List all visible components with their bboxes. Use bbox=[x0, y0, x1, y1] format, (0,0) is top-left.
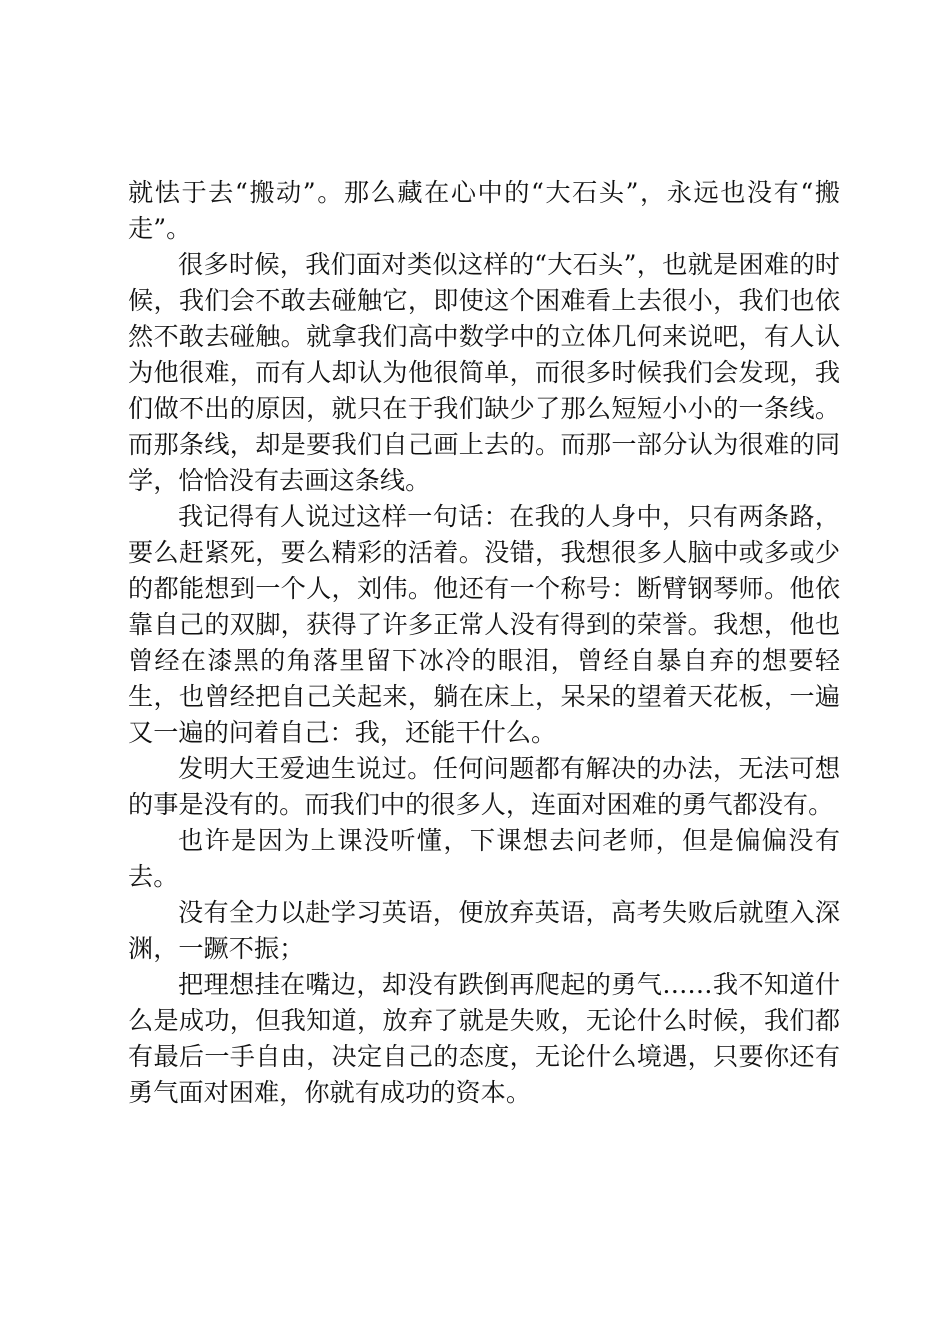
paragraph: 也许是因为上课没听懂，下课想去问老师，但是偏偏没有去。 bbox=[128, 826, 840, 891]
paragraph: 没有全力以赴学习英语，便放弃英语，高考失败后就堕入深渊，一蹶不振； bbox=[128, 898, 840, 963]
paragraph: 我记得有人说过这样一句话：在我的人身中，只有两条路，要么赶紧死，要么精彩的活着。没错，我想很多人脑中或多或少的都能想到一个人，刘伟。他还有一个称号：断臂钢琴师。他依靠自己的双脚，获得了许多正常人没有得到的荣誉。我想，他也曾经在漆黑的角落里留下冰冷的眼泪，曾经自暴自弃的想要轻生，也曾经把自己关起来，躺在床上，呆呆的望着天花板，一遍又一遍的问着自己：我，还能干什么。 bbox=[128, 502, 840, 747]
paragraph-continuation: 就怯于去“搬动”。那么藏在心中的“大石头”，永远也没有“搬走”。 bbox=[128, 178, 840, 243]
paragraph: 很多时候，我们面对类似这样的“大石头”，也就是困难的时候，我们会不敢去碰触它，即使这个困难看上去很小，我们也依然不敢去碰触。就拿我们高中数学中的立体几何来说吧，有人认为他很难，而有人却认为他很简单，而很多时候我们会发现，我们做不出的原因，就只在于我们缺少了那么短短小小的一条线。而那条线，却是要我们自己画上去的。而那一部分认为很难的同学，恰恰没有去画这条线。 bbox=[128, 250, 840, 495]
paragraph: 发明大王爱迪生说过。任何问题都有解决的办法，无法可想的事是没有的。而我们中的很多人，连面对困难的勇气都没有。 bbox=[128, 754, 840, 819]
document-body bbox=[128, 175, 840, 1111]
paragraph: 把理想挂在嘴边，却没有跌倒再爬起的勇气……我不知道什么是成功，但我知道，放弃了就是失败，无论什么时候，我们都有最后一手自由，决定自己的态度，无论什么境遇，只要你还有勇气面对困难，你就有成功的资本。 bbox=[128, 970, 840, 1107]
